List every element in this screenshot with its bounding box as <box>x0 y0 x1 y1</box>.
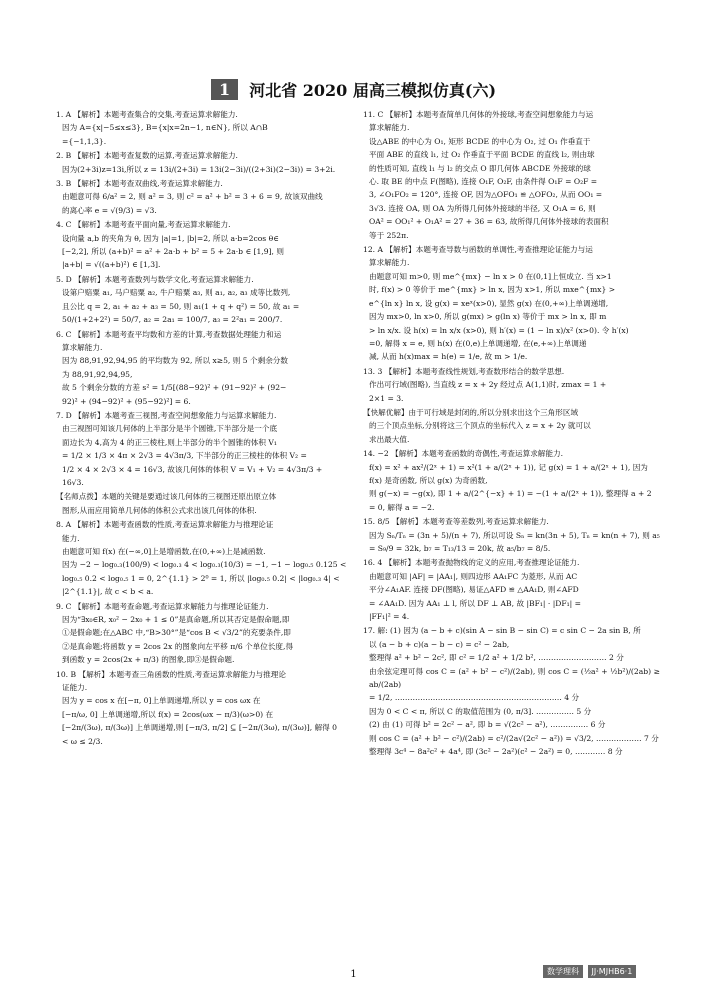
answer-q13 <box>363 365 660 405</box>
footer-subject: 数学理科 <box>543 965 583 978</box>
answer-line: 3. B 【解析】本题考查双曲线,考查运算求解能力. <box>56 179 223 189</box>
answer-q5 <box>56 273 356 327</box>
answer-line: < ω ≤ 2/3. <box>62 736 103 746</box>
answer-line: 则 g(−x) = −g(x), 即 1 + a/(2^{−x} + 1) = −(1 + a/(2ˣ + 1)), 整理得 a + 2 <box>369 489 652 499</box>
answer-line: ②是真命题;将函数 y = 2cos 2x 的图象向左平移 π/6 个单位长度,得 <box>62 641 294 651</box>
answer-line: 的三个顶点坐标,分别将这三个顶点的坐标代入 z = x + 2y 就可以 <box>369 421 591 431</box>
answer-line: 以 (a − b + c)(a − b − c) = c² − 2ab, <box>369 639 510 649</box>
answer-line: 设△ABE 的中心为 O₁, 矩形 BCDE 的中心为 O₂, 过 O₁ 作垂直于 <box>369 136 591 146</box>
answer-line: 3√3. 连接 OA, 则 OA 为所得几何体外接球的半径, 又 O₁A = 6, 则 <box>369 203 596 213</box>
answer-line: |2^{1.1}|, 故 c < b < a. <box>62 587 154 597</box>
answer-q17 <box>363 624 660 758</box>
answer-line: = ∠AA₁D. 因为 AA₁ ⊥ l, 所以 DF ⊥ AB, 故 |BF₁| · |DF₁| = <box>369 598 582 608</box>
answer-line: 由题意可得 6/a² = 2, 则 a² = 3, 则 c² = a² + b² = 3 + 6 = 9, 故该双曲线 <box>62 192 323 202</box>
answer-line: 算求解能力. <box>62 342 103 352</box>
answer-line: 14. −2 【解析】本题考查函数的奇偶性,考查运算求解能力. <box>363 449 563 459</box>
answer-q4 <box>56 218 356 272</box>
answer-line: 等于 252π. <box>369 230 409 240</box>
answer-line: ={−1,1,3}. <box>62 136 107 146</box>
answer-line: 因为 0 < C < π, 所以 C 的取值范围为 (0, π/3]. …………… 5 分 <box>369 706 592 716</box>
answer-line: 面边长为 4,高为 4 的正三棱柱,则上半部分的半个圆锥的体积 V₁ <box>62 437 277 447</box>
answer-line: 心. 取 BE 的中点 F(图略), 连接 O₁F, O₂F, 由条件得 O₁F = O₂F = <box>369 177 598 187</box>
answer-line: 算求解能力. <box>369 258 410 268</box>
answer-q9 <box>56 600 356 667</box>
answer-line: 3, ∠O₁FO₂ = 120°, 连接 OF, 因为△OFO₁ ≌ △OFO₂, 从而 OO₁ = <box>369 190 603 200</box>
answer-line: 由余弦定理可得 cos C = (a² + b² − c²)/(2ab), 则 cos C = (½a² + ½b²)/(2ab) ≥ ab/(2ab) <box>369 666 660 690</box>
answer-line: 且公比 q = 2, a₁ + a₂ + a₃ = 50, 则 a₁(1 + q + q²) = 50, 故 a₁ = <box>62 301 300 311</box>
answer-line: 2×1 = 3. <box>369 393 404 403</box>
answer-line: 16√3. <box>62 477 84 487</box>
answer-line: 因为 Sₙ/Tₙ = (3n + 5)/(n + 7), 所以可设 Sₙ = kn(3n + 5), Tₙ = kn(n + 7), 则 a₅ <box>369 530 660 540</box>
answer-line: 13. 3 【解析】本题考查线性规划,考查数形结合的数学思想. <box>363 366 565 376</box>
answer-line: 设向量 a,b 的夹角为 θ, 因为 |a|=1, |b|=2, 所以 a·b=2cos θ∈ <box>62 233 279 243</box>
answer-line: f(x) 是奇函数, 所以 g(x) 为奇函数, <box>369 475 488 485</box>
answer-line: 因为 mx>0, ln x>0, 所以 g(mx) > g(ln x) 等价于 mx > ln x, 即 m <box>369 312 607 322</box>
answer-line: 的性质可知, 直线 l₁ 与 l₂ 的交点 O 即几何体 ABCDE 外接球的球 <box>369 163 591 173</box>
answer-line: 整理得 a² + b² − 2c², 即 c² = 1/2 a² + 1/2 b², ……………………… 2 分 <box>369 653 624 663</box>
answer-line: =0, 解得 x = e, 则 h(x) 在(0,e)上单调递增, 在(e,+∞)上单调递 <box>369 338 587 348</box>
answer-line: 因为 88,91,92,94,95 的平均数为 92, 所以 x≥5, 则 5 个剩余分数 <box>62 356 288 366</box>
answer-line: 因为 A={x|−5≤x≤3}, B={x|x=2n−1, n∈N}, 所以 A∩B <box>62 123 268 133</box>
answer-line: = 1/2 × 1/3 × 4π × 2√3 = 4√3π/3, 下半部分的正三棱柱的体积 V₂ = <box>62 451 307 461</box>
answer-line: 图形,从而应用简单几何体的体积公式求出该几何体的体积. <box>62 505 257 515</box>
answer-line: 17. 解: (1) 因为 (a − b + c)(sin A − sin B − sin C) = c sin C − 2a sin B, 所 <box>363 626 641 636</box>
answer-line: [−2,2], 所以 (a+b)² = a² + 2a·b + b² = 5 + 2a·b ∈ [1,9], 则 <box>62 247 284 257</box>
answer-line: 92)² + (94−92)² + (95−92)²] = 6. <box>62 396 191 406</box>
answer-line: 因为“∃x₀∈R, x₀² − 2x₀ + 1 ≤ 0”是真命题,所以其否定是假命题,即 <box>62 615 290 625</box>
answer-line: 【名师点拨】本题的关键是要通过该几何体的三视图还原出原立体 <box>56 492 277 502</box>
title-text: 河北省 2020 届高三模拟仿真(六) <box>249 81 497 100</box>
answer-line: 1. A 【解析】本题考查集合的交集,考查运算求解能力. <box>56 110 238 119</box>
answer-q16 <box>363 556 660 623</box>
answer-line: 1/2 × 4 × 2√3 × 4 = 16√3, 故该几何体的体积 V = V₁ + V₂ = 4√3π/3 + <box>62 464 323 474</box>
answer-line: 为 88,91,92,94,95, <box>62 369 133 379</box>
answer-line: 16. 4 【解析】本题考查抛物线的定义的应用,考查推理论证能力. <box>363 558 580 568</box>
answer-line: = 0, 解得 a = −2. <box>369 502 435 512</box>
answer-line: 4. C 【解析】本题考查平面向量,考查运算求解能力. <box>56 220 231 230</box>
answer-line: f(x) = x² + ax²/(2ˣ + 1) = x²(1 + a/(2ˣ + 1)), 记 g(x) = 1 + a/(2ˣ + 1), 因为 <box>369 462 648 472</box>
answer-line: 求出最大值. <box>369 434 410 444</box>
answer-line: 算求解能力. <box>369 123 410 133</box>
answer-line: 到函数 y = 2cos(2x + π/3) 的图象,即③是假命题. <box>62 655 235 665</box>
right-column <box>363 108 660 760</box>
answer-line: 9. C 【解析】本题考查命题,考查运算求解能力与推理论证能力. <box>56 601 269 611</box>
answer-line: 10. B 【解析】本题考查三角函数的性质,考查运算求解能力与推理论 <box>56 669 286 679</box>
answer-q7 <box>56 409 356 489</box>
answer-line: 因为 y = cos x 在[−π, 0]上单调递增,所以 y = cos ωx 在 <box>62 696 261 706</box>
answer-q1 <box>56 108 356 148</box>
title-number-badge: 1 <box>211 79 238 100</box>
answer-line: 能力. <box>62 533 80 543</box>
answer-line: 由题意可知 f(x) 在(−∞,0]上是增函数,在(0,+∞)上是减函数. <box>62 547 266 556</box>
answer-line: 12. A 【解析】本题考查导数与函数的单调性,考查推理论证能力与运 <box>363 245 593 255</box>
answer-line: e^{ln x} ln x, 设 g(x) = xeˣ(x>0), 显然 g(x) 在(0,+∞)上单调递增, <box>369 298 609 308</box>
answer-line: 8. A 【解析】本题考查函数的性质,考查运算求解能力与推理论证 <box>56 520 274 530</box>
answer-q2 <box>56 149 356 176</box>
left-column <box>56 108 356 749</box>
answer-line: 由题意可知 m>0, 则 me^{mx} − ln x > 0 在(0,1]上恒成立. 当 x>1 <box>369 271 612 281</box>
footer-code: JJ·MJHB6·1 <box>588 965 637 978</box>
answer-line: 11. C 【解析】本题考查简单几何体的外接球,考查空间想象能力与运 <box>363 110 594 119</box>
page-title <box>0 78 707 101</box>
answer-line: log₀.₅ 0.2 < log₀.₅ 1 = 0, 2^{1.1} > 2⁰ = 1, 所以 |log₀.₅ 0.2| < |log₀.₃ 4| < <box>62 573 340 583</box>
answer-line: 时, f(x) > 0 等价于 me^{mx} > ln x, 因为 x>1, 所以 mxe^{mx} > <box>369 285 616 295</box>
answer-line: 故 5 个剩余分数的方差 s² = 1/5[(88−92)² + (91−92)² + (92− <box>62 383 287 393</box>
footer-tag <box>541 966 636 977</box>
answer-q3 <box>56 177 356 217</box>
answer-line: [−2π/(3ω), π/(3ω)] 上单调递增,则 [−π/3, π/2] ⊆ [−2π/(3ω), π/(3ω)], 解得 0 <box>62 723 338 733</box>
answer-line: = 1/2, ………………………………………………………… 4 分 <box>369 693 580 703</box>
answer-line: |FF₁|² = 4. <box>369 612 410 622</box>
answer-line: 50/(1+2+2²) = 50/7, a₂ = 2a₁ = 100/7, a₃ = 2²a₁ = 200/7. <box>62 315 283 325</box>
answer-line: 则 cos C = (a² + b² − c²)/(2ab) = c²/(2a√(2c² − a²)) = √3/2, ……………… 7 分 <box>369 733 659 743</box>
answer-q14 <box>363 447 660 514</box>
answer-line: 由三视图可知该几何体的上半部分是半个圆锥,下半部分是一个底 <box>62 424 278 434</box>
answer-line: 由题意可知 |AF| = |AA₁|, 则四边形 AA₁FC 为菱形, 从而 AC <box>369 571 578 581</box>
answer-line: 作出可行域(图略), 当直线 z = x + 2y 经过点 A(1,1)时, zmax = 1 + <box>369 380 607 390</box>
answer-line: 2. B 【解析】本题考查复数的运算,考查运算求解能力. <box>56 151 238 161</box>
answer-line: > ln x/x. 设 h(x) = ln x/x (x>0), 则 h′(x) = (1 − ln x)/x² (x>0). 令 h′(x) <box>369 325 629 335</box>
answer-line: 7. D 【解析】本题考查三视图,考查空间想象能力与运算求解能力. <box>56 410 277 420</box>
answer-line: 【快解优解】由于可行域是封闭的,所以分别求出这个三角形区域 <box>363 407 579 417</box>
answer-line: 平分∠A₁AF. 连接 DF(图略), 易证△AFD ≌ △AA₁D, 则∠AFD <box>369 585 579 595</box>
answer-line: 因为(2+3i)z=13i,所以 z = 13i/(2+3i) = 13i(2−3i)/((2+3i)(2−3i)) = 3+2i. <box>62 164 336 174</box>
answer-q11 <box>363 108 660 242</box>
answer-line: 平面 ABE 的直线 l₁, 过 O₂ 作垂直于平面 BCDE 的直线 l₂, 则由球 <box>369 150 595 160</box>
answer-line: 设第户赔粟 a₁, 马户赔粟 a₂, 牛户赔粟 a₃, 则 a₁, a₂, a₃ 成等比数列, <box>62 288 291 298</box>
answer-line: ①是假命题;在△ABC 中,“B>30°”是“cos B < √3/2”的充要条件,即 <box>62 628 291 638</box>
answer-q8 <box>56 518 356 598</box>
answer-line: (2) 由 (1) 可得 b² = 2c² − a², 即 b = √(2c² − a²), …………… 6 分 <box>369 720 606 730</box>
answer-line: 因为 −2 − log₀.₃(100/9) < log₀.₃ 4 < log₀.₃(10/3) = −1, −1 − log₀.₅ 0.125 < <box>62 560 347 570</box>
answer-line: [−π/ω, 0] 上单调递增,所以 f(x) = 2cos(ωx − π/3)(ω>0) 在 <box>62 709 274 719</box>
answer-line: |a+b| = √((a+b)²) ∈ [1,3]. <box>62 260 161 270</box>
answer-line: 5. D 【解析】本题考查数列与数学文化,考查运算求解能力. <box>56 274 254 284</box>
answer-line: = S₉/9 = 32k, b₇ = T₁₃/13 = 20k, 故 a₅/b₇ = 8/5. <box>369 544 551 553</box>
answer-q13note <box>363 406 660 446</box>
page-number: 1 <box>350 969 357 980</box>
answer-q15 <box>363 515 660 555</box>
answer-line: 减, 从而 h(x)max = h(e) = 1/e, 故 m > 1/e. <box>369 352 528 362</box>
answer-line: 6. C 【解析】本题考查平均数和方差的计算,考查数据处理能力和运 <box>56 329 282 339</box>
answer-line: 证能力. <box>62 683 88 693</box>
answer-q12 <box>363 243 660 364</box>
answer-q10 <box>56 668 356 748</box>
answer-q7note <box>56 490 356 517</box>
answer-line: OA² = OO₁² + O₁A² = 27 + 36 = 63, 故所得几何体外接球的表面积 <box>369 217 609 227</box>
answer-q6 <box>56 328 356 408</box>
answer-line: 的离心率 e = √(9/3) = √3. <box>62 205 157 215</box>
answer-line: 整理得 3c⁴ − 8a²c² + 4a⁴, 即 (3c² − 2a²)(c² − 2a²) = 0, ………… 8 分 <box>369 747 623 757</box>
answer-line: 15. 8/5 【解析】本题考查等差数列,考查运算求解能力. <box>363 517 549 527</box>
